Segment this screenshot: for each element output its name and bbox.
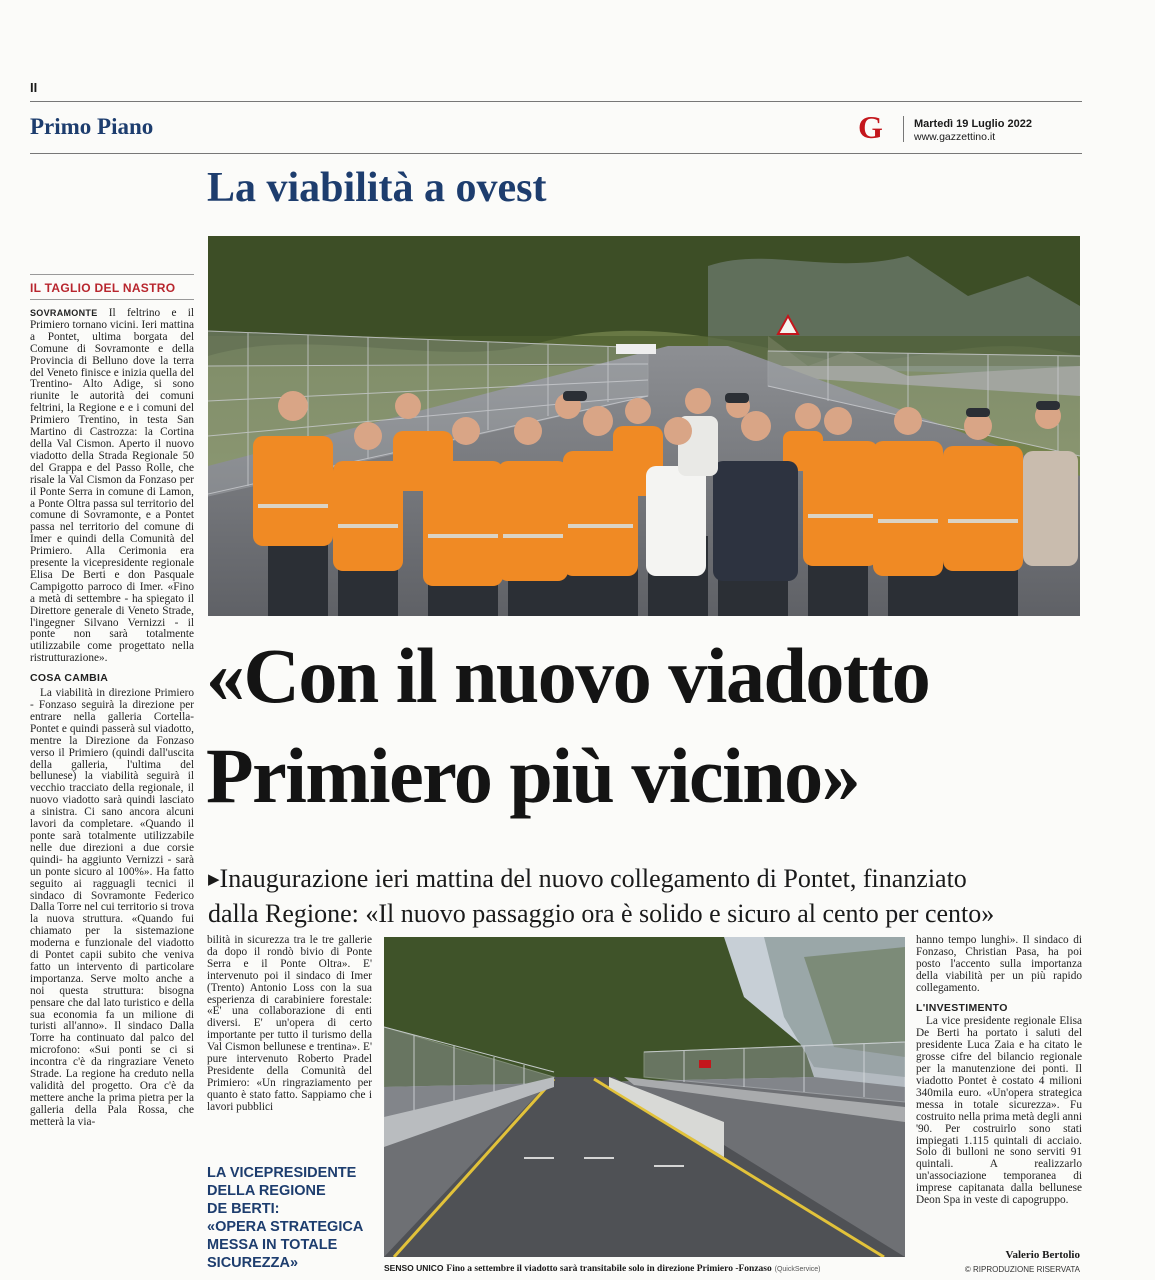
right-subhead: L'INVESTIMENTO bbox=[916, 1001, 1008, 1014]
header-top-rule bbox=[30, 101, 1082, 102]
caption-text: Fino a settembre il viadotto sarà transitabile solo in direzione Primiero -Fonzaso bbox=[446, 1264, 772, 1274]
pullquote-line: DE BERTI: bbox=[207, 1201, 280, 1217]
topic-title: La viabilità a ovest bbox=[207, 165, 547, 211]
group-photo-illustration bbox=[208, 236, 1080, 616]
sidebar-kicker-rule bbox=[30, 299, 194, 300]
caption bbox=[384, 1263, 905, 1275]
right-paragraph-1: hanno tempo lunghi». Il sindaco di Fonzaso, Christian Pasa, ha poi posto l'accento sulla importanza della viabilità per un più rapido collegamento. bbox=[916, 934, 1082, 994]
deck-arrow-icon: ▶ bbox=[208, 872, 220, 888]
dateline: SOVRAMONTE bbox=[30, 308, 98, 318]
site-url: www.gazzettino.it bbox=[914, 131, 996, 143]
sidebar-kicker: IL TAGLIO DEL NASTRO bbox=[30, 281, 176, 295]
pullquote-line: MESSA IN TOTALE bbox=[207, 1237, 338, 1253]
deck-line-1: Inaugurazione ieri mattina del nuovo collegamento di Pontet, finanziato bbox=[219, 864, 967, 893]
right-article bbox=[916, 935, 1082, 1207]
sidebar-top-rule bbox=[30, 274, 194, 275]
road-photo bbox=[384, 937, 905, 1257]
section-title: Primo Piano bbox=[30, 114, 154, 139]
deck-line-2: dalla Regione: «Il nuovo passaggio ora è solido e sicuro al cento per cento» bbox=[208, 899, 995, 928]
caption-credit: (QuickService) bbox=[774, 1266, 821, 1273]
sidebar-paragraph-1: Il feltrino e il Primiero tornano vicini. Ieri mattina a Pontet, ultima borgata del Comune di Sovramonte e della Provincia di Belluno dove la terra del Veneto finisce e inizia quella del Trentino- Alto Adige, si sono riunite le autorità dei comuni feltrini, la Regione e e i comuni del Primiero Trentino, in testa San Martino di Castrozza: la Cortina della Val Cismon. Aperto il nuovo viadotto della Strada Regionale 50 del Grappa e del Passo Rolle, che risale la Val Cismon da Fonzaso per il Ponte Serra in comune di Lamon, a Ponte Oltra passa sul territorio del comune di Sovramonte, e a Pontet passa nel territorio del comune di Imer e quindi della Comunità del Primiero. Alla Cerimonia era presente la vicepresidente regionale Elisa De Berti e don Pasquale Campigotto parroco di Imer. «Fino a metà di settembre - ha spiegato il Direttore generale di Veneto Strade, l'ingegner Silvano Vernizzi - il ponte non sarà totalmente utilizzabile come progettato nella ristrutturazione». bbox=[30, 308, 194, 665]
headline-line-2: Primiero più vicino» bbox=[206, 732, 860, 819]
issue-date: Martedì 19 Luglio 2022 bbox=[914, 118, 1032, 130]
rights-notice: © RIPRODUZIONE RISERVATA bbox=[964, 1265, 1080, 1274]
headline-line-1: «Con il nuovo viadotto bbox=[206, 632, 930, 719]
pullquote bbox=[207, 1164, 377, 1272]
logo-divider bbox=[903, 116, 904, 142]
pullquote-line: SICUREZZA» bbox=[207, 1255, 299, 1271]
pullquote-line: LA VICEPRESIDENTE bbox=[207, 1165, 357, 1181]
pullquote-line: «OPERA STRATEGICA bbox=[207, 1219, 364, 1235]
pullquote-line: DELLA REGIONE bbox=[207, 1183, 326, 1199]
middle-paragraph: bilità in sicurezza tra le tre gallerie da dopo il rondò bivio di Ponte Serra e il Ponte Oltra». E' intervenuto poi il sindaco di Imer (Trento) Antonio Loss con la sua esperienza di carabiniere forestale: «E' una collaborazione di enti diversi. E' un'opera di certo importante per tutto il turismo della Val Cismon bellunese e trentina». E' pure intervenuto Roberto Pradel Presidente della Comunità del Primiero: «Un ringraziamento per quanto è stato fatto. Sappiamo che i lavori pubblici bbox=[207, 934, 372, 1113]
header-bottom-rule bbox=[30, 153, 1082, 154]
deck bbox=[208, 862, 1088, 930]
sidebar-subhead: COSA CAMBIA bbox=[30, 672, 109, 685]
main-photo bbox=[208, 236, 1080, 616]
byline: Valerio Bertolio bbox=[1005, 1249, 1080, 1261]
middle-article bbox=[207, 935, 372, 1114]
caption-label: SENSO UNICO bbox=[384, 1263, 444, 1273]
sidebar-paragraph-2: La viabilità in direzione Primiero - Fonzaso seguirà la direzione per entrare nella galleria Cortella-Pontet e quindi passerà sul viadotto, mentre la Direzione da Fonzaso verso il Primiero (quindi dall'uscita della galleria, l'ultima del bellunese) la viabilità seguirà il vecchio tracciato della regionale, il nuovo viadotto sarà quindi lasciato a sinistra. Ci sano ancora alcuni lavori da completare. «Quando il ponte sarà totalmente utilizzabile nelle due direzioni a due corsie quindi- ha aggiunto Vernizzi - sarà un ponte sicuro al 100%». Ha fatto seguito ai ragguagli tecnici il sindaco di Sovramonte Federico Dalla Torre nel cui territorio si trova la nuova struttura. «Quando fui chiamato per la sistemazione moderna e funzionale del viadotto di Pontet capii subito che veniva fatto un intervento di particolare importanza. Serve molto anche a noi questa struttura: bisogna pensare che dal lato turistico e della sua economia fa un milione di turisti all'anno». Il sindaco Dalla Torre ha continuato dal palco del microfono: «Sui ponti se ci si incontra c'è da ringraziare Veneto Strade. La regione ha creduto nella validità del progetto. Ora c'è da mettere anche la prima pietra per la galleria della Pala Rossa, che metterà la via- bbox=[30, 687, 194, 1128]
viaduct-photo-illustration bbox=[384, 937, 905, 1257]
sidebar-article bbox=[30, 308, 194, 1274]
page-number: II bbox=[30, 80, 38, 95]
logo: G bbox=[858, 109, 883, 145]
right-paragraph-2: La vice presidente regionale Elisa De Berti ha portato i saluti del presidente Luca Zaia e ha citato le grosse cifre del bilancio regionale per la manutenzione dei ponti. Il viadotto Pontet è costato 4 milioni 340mila euro. «Un'opera strategica messa in totale sicurezza». Fu costruito nella prima metà degli anni '90. Per costruirlo sono stati impiegati 1.115 quintali di acciaio. Solo di bulloni ne sono serviti 91 quintali. A realizzarlo un'associazione temporanea di imprese capitanata dalla bellunese Deon Spa in veste di capogruppo. bbox=[916, 1015, 1082, 1207]
